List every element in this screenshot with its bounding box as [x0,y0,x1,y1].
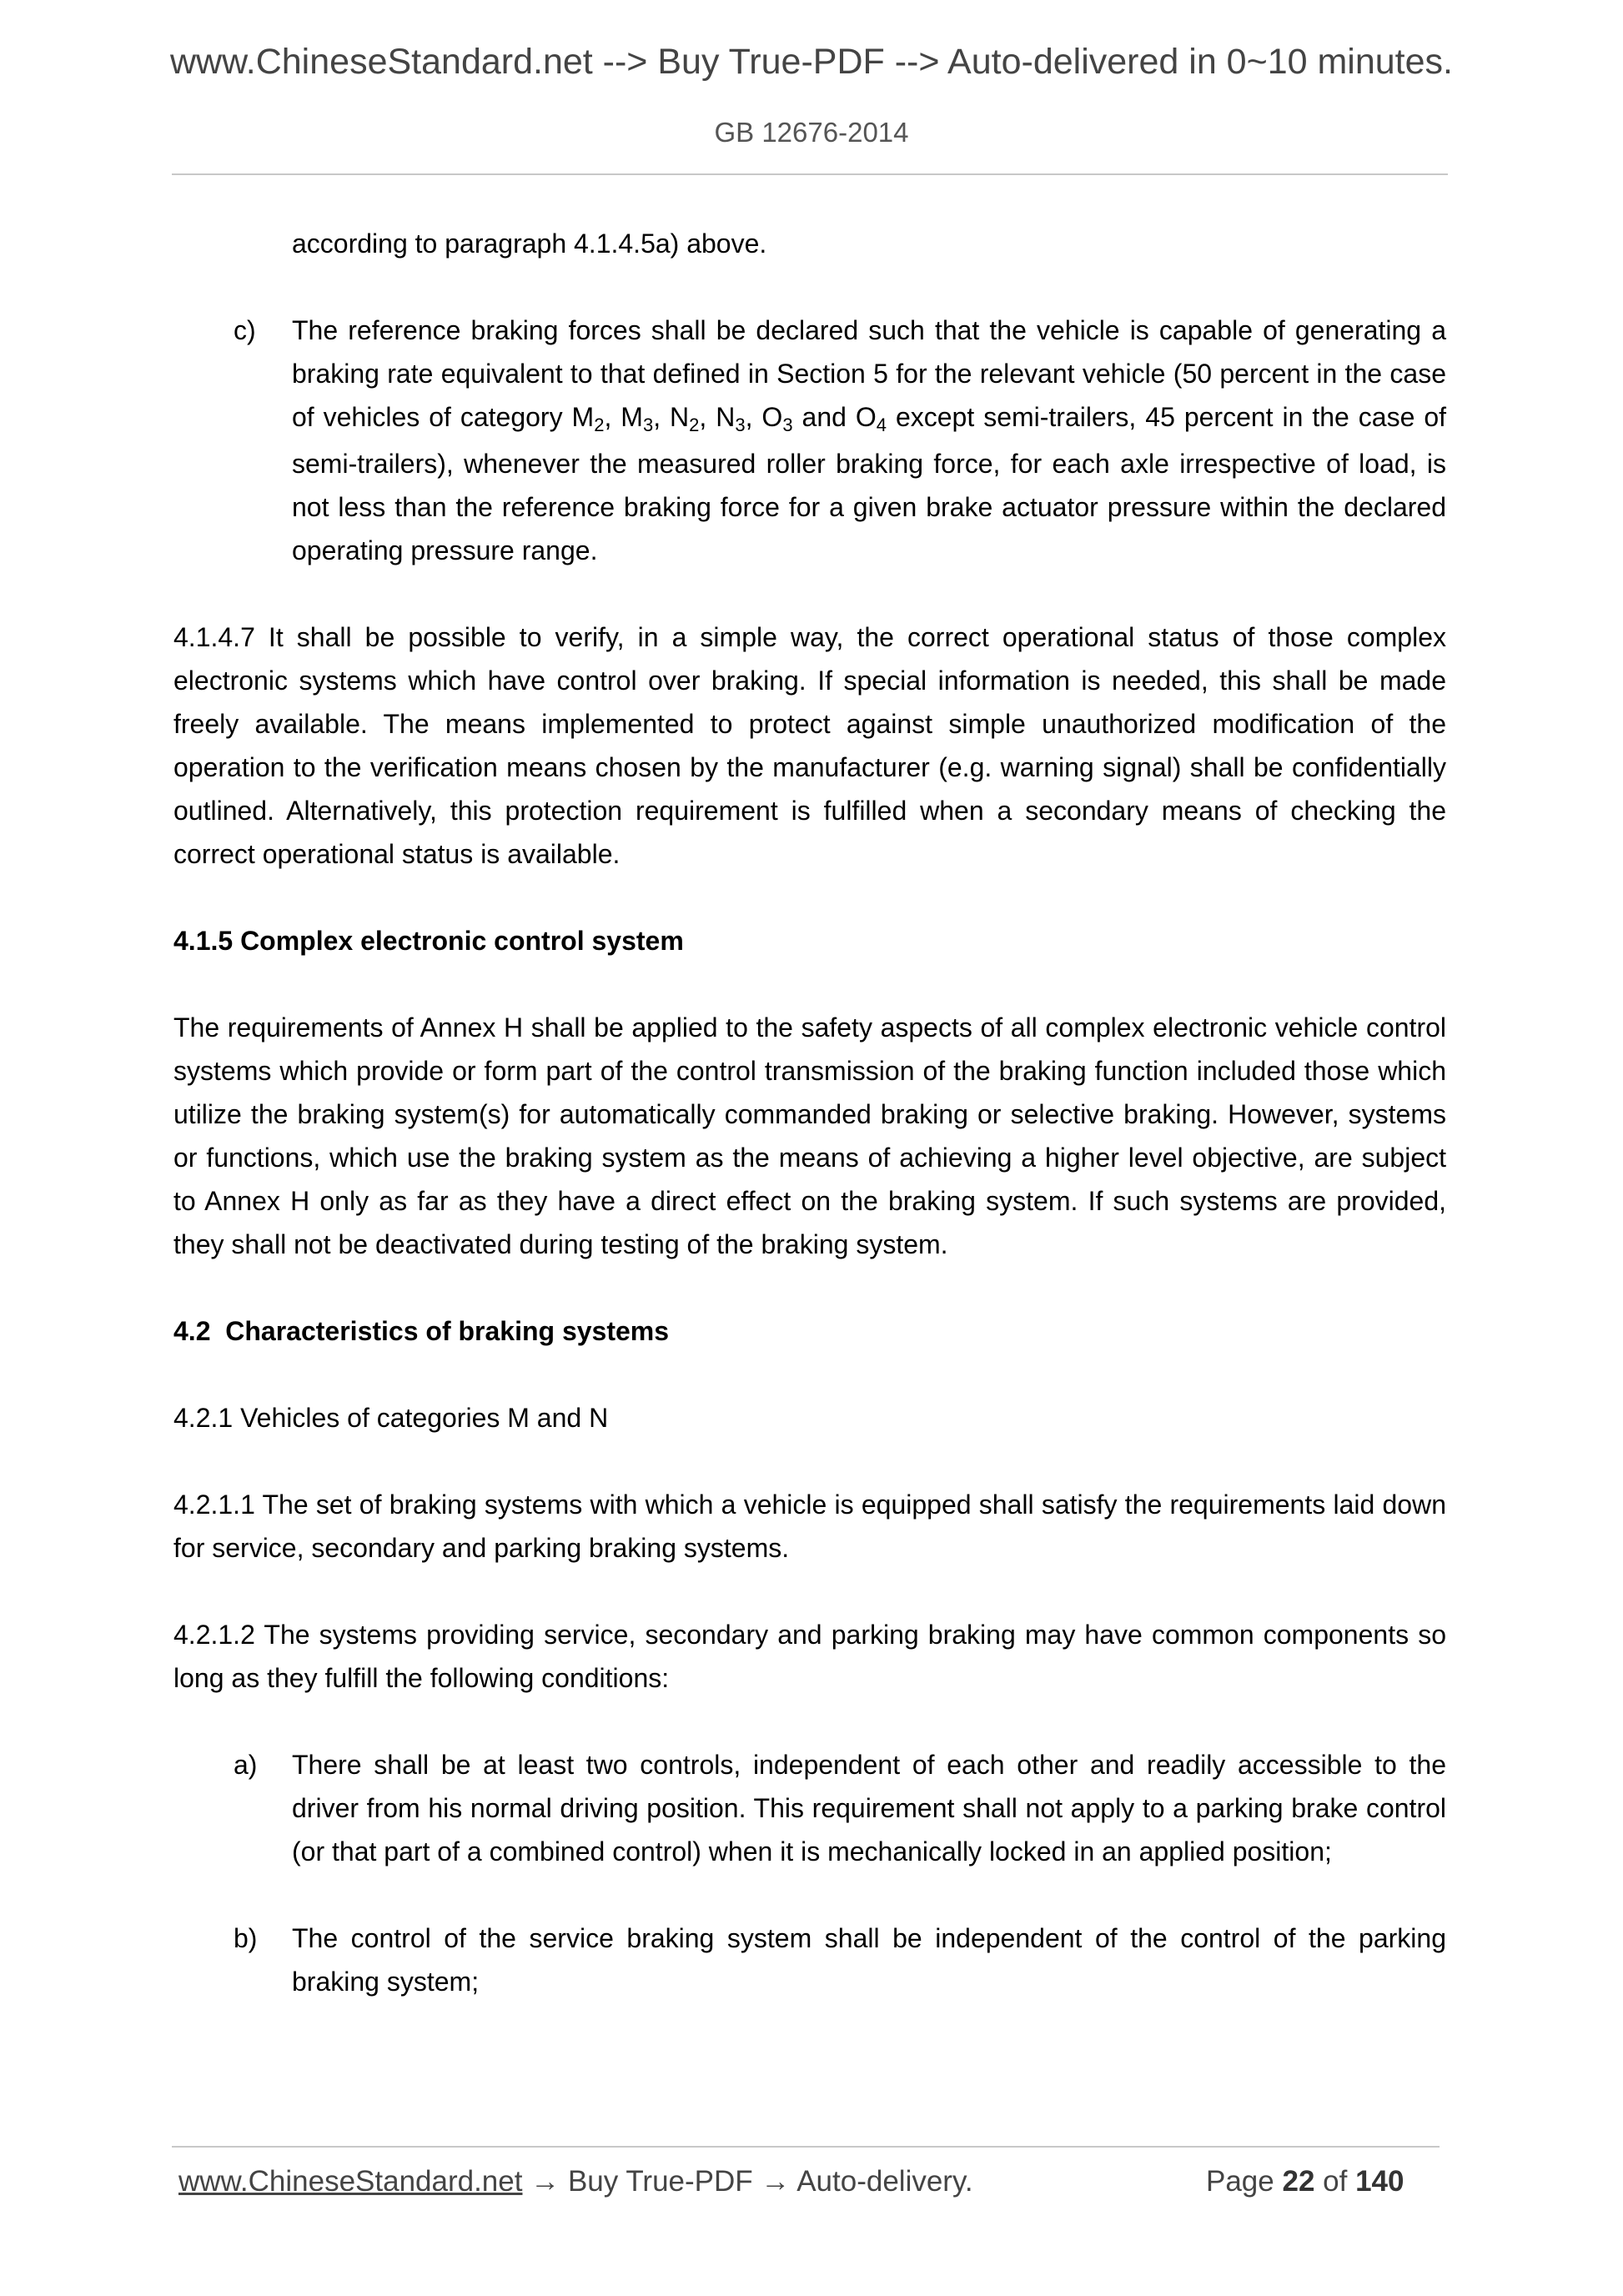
heading-4-2: 4.2 Characteristics of braking systems [173,1316,670,1346]
total-pages: 140 [1355,2165,1404,2198]
of-label: of [1323,2165,1348,2198]
list-marker: c) [234,315,256,345]
footer-links [178,2165,973,2198]
item-b-text: The control of the service braking system shall be independent of the control of the parking braking system; [292,1923,1446,1997]
arrow-icon: → [530,2165,560,2198]
paragraph-4-1-5: The requirements of Annex H shall be applied to the safety aspects of all complex electronic vehicle control systems which provide or form part of the control transmission of the braking function included those which utilize the braking system(s) for automatically commanded braking or selective braking. However, systems or functions, which use the braking system as the means of achieving a higher level objective, are subject to Annex H only as far as they have a direct effect on the braking system. If such systems are provided, they shall not be deactivated during testing of the braking system. [173,1012,1446,1259]
list-marker: a) [234,1750,258,1780]
paragraph-4-2-1-2: 4.2.1.2 The systems providing service, secondary and parking braking may have common components so long as they fulfill the following conditions: [173,1620,1446,1693]
footer-auto-text: Auto-delivery. [796,2165,973,2198]
footer-buy-text: Buy True-PDF [567,2165,753,2198]
list-marker: b) [234,1923,258,1953]
list-item-b [173,1917,1446,2003]
list-item-a [173,1743,1446,1873]
continued-line: according to paragraph 4.1.4.5a) above. [292,229,767,259]
header-divider [172,173,1448,175]
document-id: GB 12676-2014 [714,117,909,148]
page-number: 22 [1282,2165,1315,2198]
item-a-text: There shall be at least two controls, independent of each other and readily accessible to the driver from his normal driving position. This requirement shall not apply to a parking brake control (or that part of a combined control) when it is mechanically locked in an applied position; [292,1750,1446,1866]
header-banner: www.ChineseStandard.net --> Buy True-PDF --> Auto-delivered in 0~10 minutes. [169,42,1453,82]
paragraph-4-1-4-7: 4.1.4.7 It shall be possible to verify, in a simple way, the correct operational status of those complex electronic systems which have control over braking. If special information is needed, this shall be made freely available. The means implemented to protect against simple unauthorized modification of the operation to the verification means chosen by the manufacturer (e.g. warning signal) shall be confidentially outlined. Alternatively, this protection requirement is fulfilled when a secondary means of checking the correct operational status is available. [173,622,1446,869]
paragraph-4-2-1: 4.2.1 Vehicles of categories M and N [173,1403,609,1433]
page-content [173,222,1446,2047]
arrow-icon: → [761,2165,791,2198]
page-label: Page [1206,2165,1274,2198]
footer-site-link[interactable]: www.ChineseStandard.net [178,2165,523,2198]
list-item-c [173,309,1446,572]
page-indicator [1206,2165,1404,2198]
paragraph-4-2-1-1: 4.2.1.1 The set of braking systems with which a vehicle is equipped shall satisfy the requirements laid down for service, secondary and parking braking systems. [173,1490,1446,1563]
item-c-text: The reference braking forces shall be declared such that the vehicle is capable of generating a braking rate equivalent to that defined in Section 5 for the relevant vehicle (50 percent in the case of vehicles of category $M_2$, $M_3$, $N_2$, $N_3$, $O_3$ and $O_4$ except semi-trailers, 45 percent in the case of semi-trailers), whenever the measured roller braking force, for each axle irrespective of load, is not less than the reference braking force for a given brake actuator pressure within the declared operating pressure range. [292,315,1447,565]
footer-divider [172,2146,1440,2148]
heading-4-1-5: 4.1.5 Complex electronic control system [173,926,684,956]
